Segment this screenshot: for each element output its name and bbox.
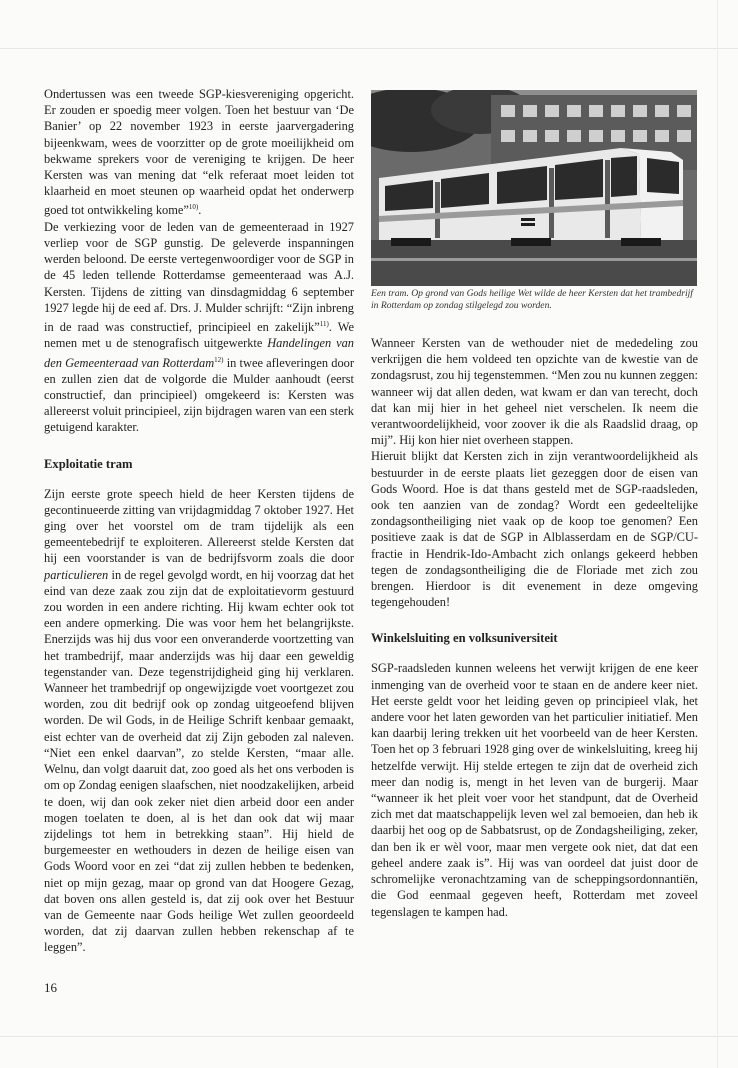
paragraph-1-text: Ondertussen was een tweede SGP-kiesvereniging opgericht. Er zouden er spoedig meer volgen. Toen het bestuur van ‘De Banier’ op 22 november 1923 in eerste jaarvergadering bijeenkwam, wees de voorzitter op de grote moeilijkheid om bekwame sprekers voor de vereniging te krijgen. De heer Kersten was van mening dat “elk referaat moet leiden tot klaarheid en moet steunen op waarheid opdat het onderwerp goed tot ontwikkeling kome” <box>44 87 354 218</box>
paragraph-3 <box>44 486 354 956</box>
right-rule <box>717 0 718 1068</box>
paragraph-5: Hieruit blijkt dat Kersten zich in zijn verantwoordelijkheid als bestuurder in de eerste plaats liet gezeggen door de eisen van Gods Woord. Hoe is dat thans gesteld met de SGP-raadsleden, ook ten aanzien van de zondag? Wordt een gedeeltelijke zondagsontheiliging niet vaak op de koop toe genomen? Een positieve zaak is dat de SGP in Alblasserdam en de SGP/CU-fractie in Hendrik-Ido-Ambacht zich onlangs gekeerd hebben tegen de zondagsontheiliging die de Floriade met zich zou brengen. Hierdoor is dit evenement in deze omgeving tegengehouden! <box>371 449 698 610</box>
photo-caption: Een tram. Op grond van Gods heilige Wet wilde de heer Kersten dat het trambedrijf in Rotterdam op zondag stilgelegd zou worden. <box>371 288 693 311</box>
footnote-ref-11: 11) <box>319 319 329 328</box>
paragraph-2 <box>44 219 354 436</box>
paragraph-1-end: . <box>198 203 202 218</box>
footnote-ref-12: 12) <box>214 355 224 364</box>
paragraph-2-mid: . We nemen met u de stenografisch uitgewerkte <box>44 320 354 351</box>
bottom-rule <box>0 1036 738 1037</box>
left-column <box>44 86 354 956</box>
section-heading-winkelsluiting: Winkelsluiting en volksuniversiteit <box>371 631 558 646</box>
tram-photo <box>371 90 697 286</box>
paragraph-3-text-b: in de regel gevolgd wordt, en hij voorzag dat het eind van deze zaak zou zijn dat de exploitatievorm gestuurd zou worden in een andere richting. Hij kwam echter ook tot een andere opmerking. Die was voor hem het belangrijkste. Enerzijds was hij dus voor een onveranderde voortzetting van het trambedrijf, maar anderzijds was hij daar een geweldig tegenstander van. Deze tegenstrijdigheid ging hij verklaren. Wanneer het trambedrijf op ongewijzigde voet voortgezet zou worden, zou dit bedrijf ook op zondag uitgeoefend blijven worden. De wil Gods, in de Heilige Schrift kenbaar gemaakt, eist echter van de overheid dat zij Zijn geboden zal naleven. “Niet een enkel daarvan”, zo stelde Kersten, “maar alle. Welnu, dan volgt daaruit dat, zoo goed als het ons verboden is om op Zondag eenigen slaafschen, niet noodzakelijken, arbeid te doen, wij dan ook zeker niet dien arbeid door een ander mogen toelaten te doen, al is het dan ook dat wij maar zijdelings tot hem in betrekking staan”. Hij hield de burgemeester en wethouders in dezen de heilige eisen van Gods Woord voor en zei “dat zij zullen hebben te bedenken, niet op mijn gezag, maar op grond van dat Hoogere Gezag, dat boven ons allen gesteld is, dat zij ook over het Bestuur van de Gemeente naar Gods heilige Wet zullen geoordeeld worden, dat zij daarvan zullen hebben rekenschap af te leggen”. <box>44 567 354 955</box>
paragraph-2-text: De verkiezing voor de leden van de gemeenteraad in 1927 verliep voor de SGP gunstig. De geleverde inspanningen werden beloond. De eerste vertegenwoordiger voor de SGP in de 45 leden tellende Rotterdamse gemeenteraad was A.J. Kersten. Tijdens de zitting van dinsdagmiddag 6 september 1927 legde hij de eed af. Drs. J. Mulder schrijft: “Zijn inbreng in de raad was constructief, principieel en zakelijk” <box>44 219 354 335</box>
section-heading-exploitatie-tram: Exploitatie tram <box>44 456 133 471</box>
paragraph-1 <box>44 86 354 219</box>
top-rule <box>0 48 738 49</box>
handelingen-title: Handelingen van den Gemeenteraad van Rotterdam <box>44 336 354 370</box>
paragraph-3-text-a: Zijn eerste grote speech hield de heer Kersten tijdens de gecontinueerde zitting van vrijdagmiddag 7 oktober 1927. Het ging over het voorstel om de tram tijdelijk als een gemeentebedrijf te exploiteren. Allereerst stelde Kersten dat hij een voorstander is van de bedrijfsvorm zoals die door <box>44 486 354 566</box>
footnote-ref-10: 10) <box>188 203 199 212</box>
paragraph-3-italic: particulieren <box>44 567 109 582</box>
paragraph-6: SGP-raadsleden kunnen weleens het verwijt krijgen de ene keer inmenging van de overheid voor te staan en de andere keer niet. Het eerste geldt voor het leiding geven op principieel vlak, het andere voor het laten geworden van het particulier initiatief. Men kan daarbij lering trekken uit het voorbeeld van de heer Kersten. Toen het op 3 februari 1928 ging over de winkelsluiting, kreeg hij hetzelfde verwijt. Hij stelde ertegen te zijn dat de overheid zich meer dan nodig is, mengt in het leven van de burgerij. Maar “wanneer ik het pleit voer voor het standpunt, dat de Overheid zich met dat maatschappelijk leven wel zal bemoeien, dan heb ik daarbij het oog op de Sabbatsrust, op de Zondagsheiliging, zeker, dan ben ik er wèl voor, maar men vergete ook niet, dat dat een geheel andere zaak is”. Hij was van oordeel dat juist door de schromelijke veronachtzaming van de scheppingsordonnantiën, die God eenmaal gegeven heeft, Rotterdam met zoveel tegenslagen te kampen had. <box>371 661 698 919</box>
page-number: 16 <box>44 980 57 995</box>
right-column <box>371 335 698 920</box>
paragraph-2-end: in twee afleveringen door en zullen zien dat de volgorde die Mulder aanhoudt (eerst constructief, dan principieel) omgekeerd is: Kersten was allereerst voluit principieel, zijn bijdragen waren van een sterk getuigend karakter. <box>44 355 354 435</box>
paragraph-4: Wanneer Kersten van de wethouder niet de mededeling zou verkrijgen die hem voldeed ten opzichte van de kwestie van de zondagsrust, zou hij tegenstemmen. “Men zou nu kunnen zeggen: wanneer wij dat allen deden, wat kwam er dan van terecht, doch dat kan mij hier in het geheel niet verschelen. Ik neem die verantwoordelijkheid, voor zoover ik die als Raadslid draag, op mij”. Hij kon hier niet overheen stappen. <box>371 336 698 448</box>
